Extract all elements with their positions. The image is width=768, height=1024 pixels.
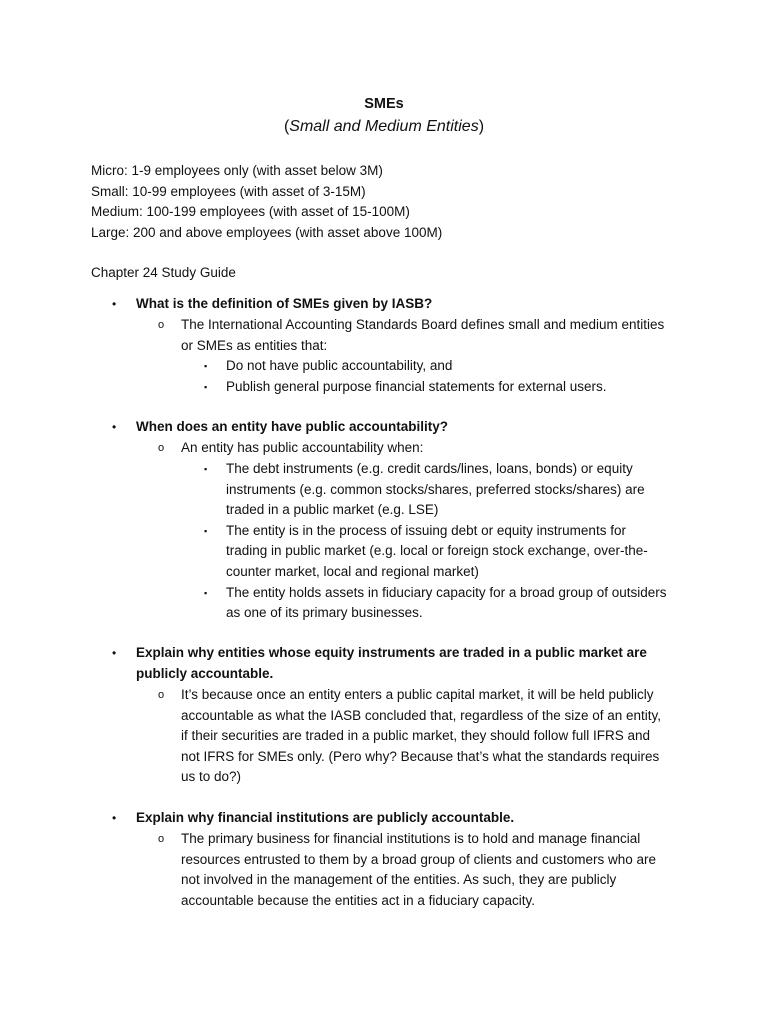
sub-line: Publish general purpose financial statements for external users. [226,378,607,394]
square-bullet-icon: ▪ [204,587,208,598]
square-bullet-icon: ▪ [204,381,208,392]
answer-line: not IFRS for SMEs only. (Pero why? Because that’s what the standards requires [181,748,660,764]
size-large: Large: 200 and above employees (with asset above 100M) [91,224,443,240]
square-bullet-icon: ▪ [204,361,208,371]
bullet-icon: • [112,646,117,660]
sub-line: as one of its primary businesses. [226,605,423,621]
sub-line: The entity holds assets in fiduciary capacity for a broad group of outsiders [226,584,667,600]
answer-line: us to do?) [181,769,242,785]
sub-line: counter market, local and regional market) [226,563,479,579]
sub-line: trading in public market (e.g. local or foreign stock exchange, over-the- [226,543,648,559]
sub-line: The entity is in the process of issuing debt or equity instruments for [226,522,626,538]
question-2-text: When does an entity have public accountability? [136,419,449,434]
sub-line: The debt instruments (e.g. credit cards/lines, loans, bonds) or equity [226,461,633,476]
answer-line: It’s because once an entity enters a public capital market, it will be held publicly [181,687,654,702]
question-4-text: Explain why financial institutions are publicly accountable. [136,810,515,825]
answer-line: resources entrusted to them by a broad group of clients and customers who are [181,851,657,867]
chapter-heading: Chapter 24 Study Guide [91,265,236,280]
question-3-text: Explain why entities whose equity instruments are traded in a public market are [136,645,647,660]
page-title: SMEs [364,96,404,112]
bullet-icon: • [112,420,117,434]
circle-bullet-icon: o [158,833,165,845]
size-medium: Medium: 100-199 employees (with asset of 15-100M) [91,204,410,220]
subtitle-close-paren: ) [478,118,485,135]
subtitle-italic: Small and Medium Entities [289,118,479,135]
answer-line: or SMEs as entities that: [181,337,328,353]
answer-line: The International Accounting Standards Board defines small and medium entities [181,317,665,332]
answer-line: accountable as what the IASB concluded that, regardless of the size of an entity, [181,707,662,723]
sub-line: Do not have public accountability, and [226,358,453,373]
subtitle-open-paren: ( [283,118,290,135]
answer-line: An entity has public accountability when: [181,440,424,455]
square-bullet-icon: ▪ [204,525,208,536]
sub-line: traded in a public market (e.g. LSE) [226,502,439,518]
page-subtitle [0,117,768,138]
sub-line: instruments (e.g. common stocks/shares, preferred stocks/shares) are [226,481,645,497]
bullet-icon: • [112,297,117,311]
question-1-text: What is the definition of SMEs given by IASB? [136,296,433,311]
size-small: Small: 10-99 employees (with asset of 3-15M) [91,183,366,199]
bullet-icon: • [112,811,117,825]
size-classification-list [91,161,691,243]
answer-line: not involved in the management of the entities. As such, they are publicly [181,872,617,888]
question-3-text: publicly accountable. [136,665,274,681]
answer-line: if their securities are traded in a public market, they should follow full IFRS and [181,728,650,744]
answer-line: The primary business for financial institutions is to hold and manage financial [181,831,641,846]
answer-line: accountable because the entities act in a fiduciary capacity. [181,892,535,908]
circle-bullet-icon: o [158,689,165,701]
square-bullet-icon: ▪ [204,464,208,474]
circle-bullet-icon: o [158,442,165,454]
size-micro: Micro: 1-9 employees only (with asset below 3M) [91,163,383,178]
circle-bullet-icon: o [158,319,165,331]
